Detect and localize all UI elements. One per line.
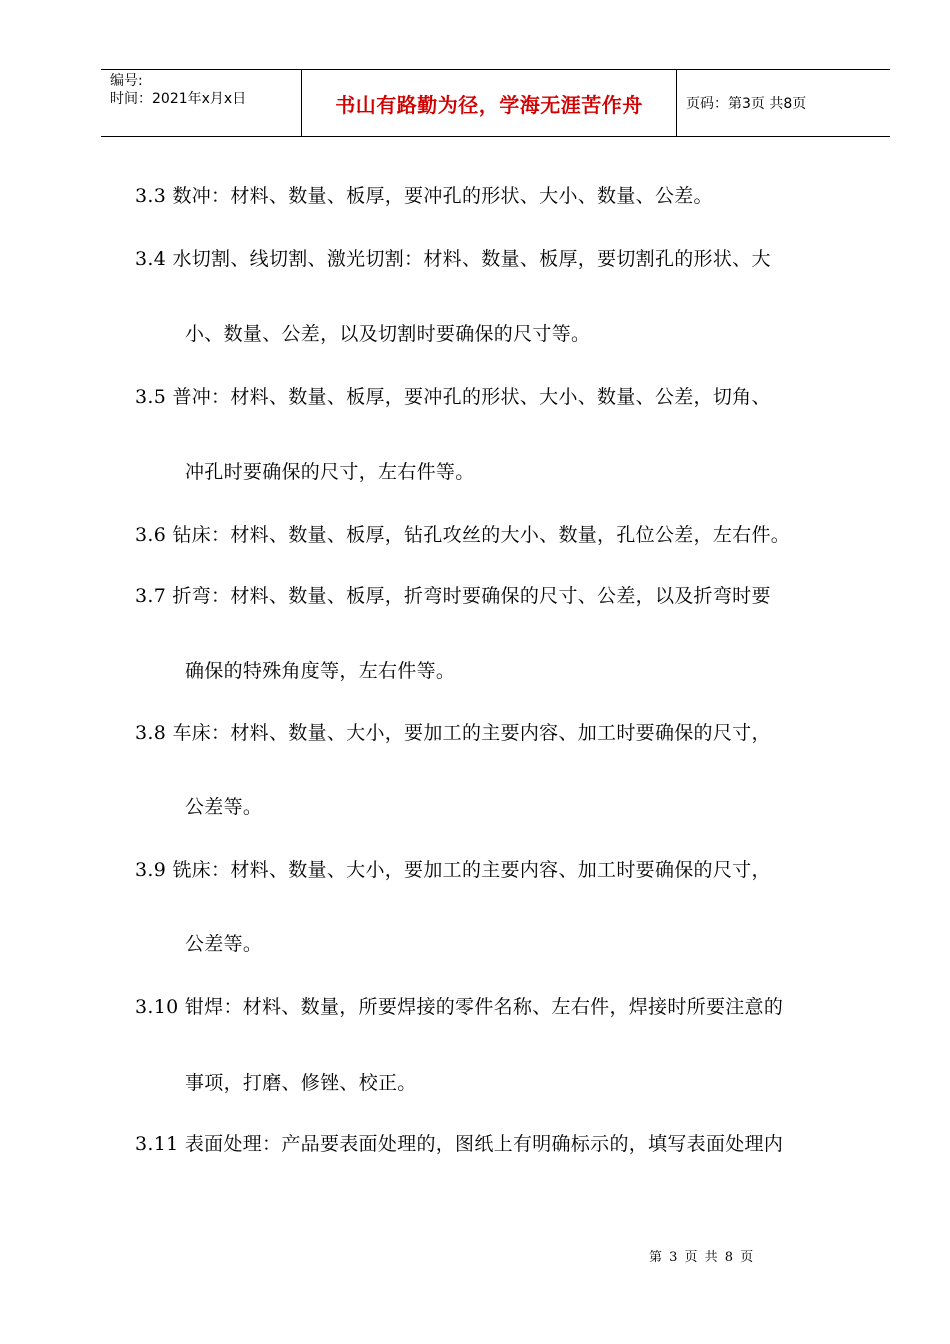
header-page-info: 页码：第3页 共8页: [686, 96, 807, 112]
page-footer: 第 3 页 共 8 页: [649, 1250, 754, 1265]
paragraph-line: 3.4 水切割、线切割、激光切割：材料、数量、板厚，要切割孔的形状、大: [135, 248, 771, 270]
paragraph-line: 3.3 数冲：材料、数量、板厚，要冲孔的形状、大小、数量、公差。: [135, 185, 713, 207]
header-motto: 书山有路勤为径，学海无涯苦作舟: [301, 70, 677, 136]
paragraph-line: 3.10 钳焊：材料、数量，所要焊接的零件名称、左右件，焊接时所要注意的: [135, 996, 784, 1018]
paragraph-line: 公差等。: [185, 796, 263, 818]
number-label: 编号:: [110, 73, 143, 89]
paragraph-line: 事项，打磨、修锉、校正。: [185, 1072, 417, 1094]
page-header: [101, 69, 890, 137]
paragraph-line: 小、数量、公差，以及切割时要确保的尺寸等。: [185, 323, 591, 345]
paragraph-line: 3.8 车床：材料、数量、大小，要加工的主要内容、加工时要确保的尺寸，: [135, 722, 771, 744]
paragraph-line: 公差等。: [185, 933, 263, 955]
paragraph-line: 3.9 铣床：材料、数量、大小，要加工的主要内容、加工时要确保的尺寸，: [135, 859, 771, 881]
paragraph-line: 确保的特殊角度等，左右件等。: [185, 660, 456, 682]
paragraph-line: 3.5 普冲：材料、数量、板厚，要冲孔的形状、大小、数量、公差，切角、: [135, 386, 771, 408]
paragraph-line: 3.11 表面处理：产品要表面处理的，图纸上有明确标示的，填写表面处理内: [135, 1133, 784, 1155]
paragraph-line: 冲孔时要确保的尺寸，左右件等。: [185, 461, 475, 483]
header-meta: [101, 70, 301, 136]
paragraph-line: 3.6 钻床：材料、数量、板厚，钻孔攻丝的大小、数量，孔位公差，左右件。: [135, 524, 791, 546]
paragraph-line: 3.7 折弯：材料、数量、板厚，折弯时要确保的尺寸、公差，以及折弯时要: [135, 585, 771, 607]
time-label: 时间：2021年x月x日: [110, 91, 247, 107]
